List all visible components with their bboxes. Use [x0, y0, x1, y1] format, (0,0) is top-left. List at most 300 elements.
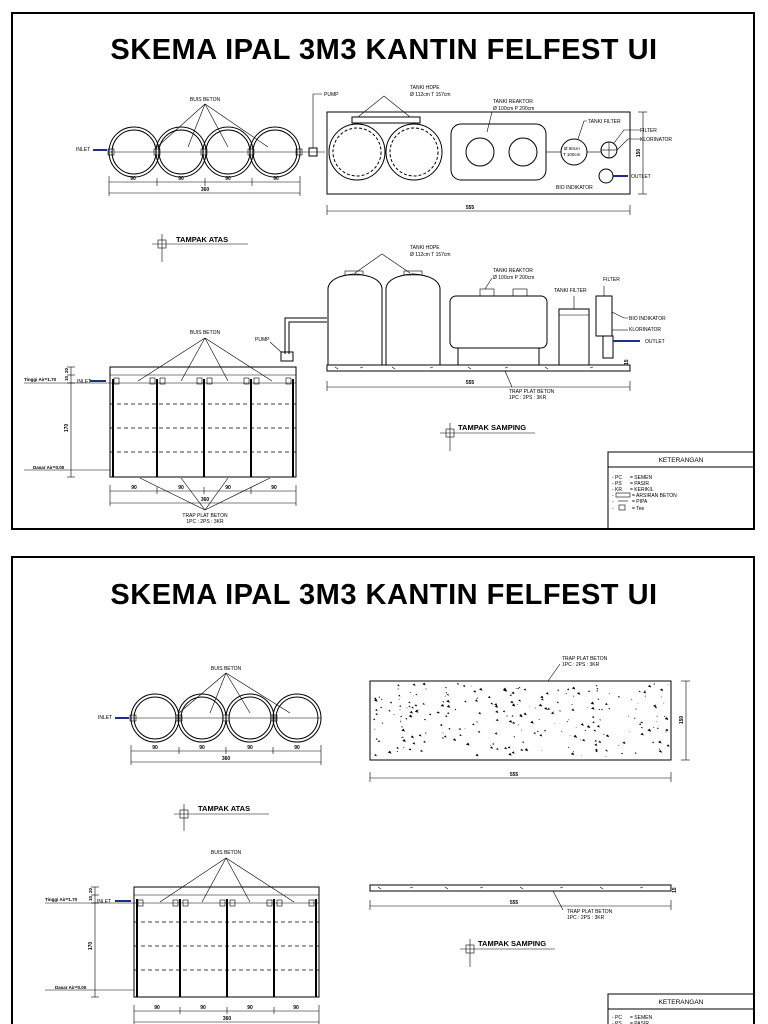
concrete-speckle [442, 732, 443, 733]
sheet-1-side-dim-4: 90 [271, 485, 277, 491]
concrete-speckle [506, 715, 508, 716]
legend-row-code: - [612, 493, 614, 499]
concrete-speckle [652, 742, 654, 744]
concrete-speckle [457, 683, 459, 685]
concrete-speckle [373, 718, 375, 720]
concrete-speckle [577, 692, 580, 695]
concrete-speckle [518, 699, 521, 701]
sheet-1-side-reactor [450, 296, 547, 348]
concrete-speckle [663, 703, 664, 704]
sheet-1-side-hdpe-1 [328, 274, 382, 365]
concrete-speckle [406, 707, 407, 708]
concrete-speckle [581, 723, 584, 726]
sheet-1-side-tanki-filter-label: TANKI FILTER [554, 288, 587, 294]
sheet-2-side-dasar-air: Dasar Air=0.00 [55, 985, 87, 990]
sheet-1-side-buis-leaders [138, 338, 272, 381]
concrete-speckle [541, 698, 544, 700]
sheet-1-top-buis-rings [108, 127, 325, 177]
concrete-speckle [537, 731, 539, 733]
concrete-speckle [409, 692, 410, 693]
concrete-speckle [618, 745, 619, 746]
concrete-speckle [423, 741, 426, 743]
concrete-speckle [621, 753, 623, 755]
sheet-2-top-length: 555 [509, 772, 519, 778]
sheet-1-side-buis-trap-mix: 1PC : 2PS : 3KR [186, 519, 224, 525]
concrete-speckle [594, 743, 597, 746]
concrete-speckle [490, 745, 491, 746]
sheet-1-top-reactor-dim: Ø 100cm P 200cm [493, 106, 535, 112]
concrete-speckle [601, 709, 603, 711]
concrete-speckle [538, 719, 539, 720]
concrete-speckle [517, 704, 518, 705]
concrete-speckle [641, 727, 643, 729]
concrete-speckle [533, 732, 536, 734]
concrete-speckle [388, 710, 390, 712]
concrete-speckle [399, 709, 400, 710]
concrete-speckle [561, 731, 563, 732]
sheet-1-top-reactor-label: TANKI REAKTOR [493, 99, 533, 105]
concrete-speckle [403, 747, 405, 748]
concrete-speckle [390, 702, 392, 704]
concrete-speckle [653, 704, 657, 707]
concrete-speckle [381, 699, 383, 700]
concrete-speckle [594, 740, 596, 742]
concrete-speckle [546, 692, 549, 694]
sheet-1-top-hdpe-1 [329, 124, 385, 180]
sheet-1-top-outlet-label: OUTLET [631, 174, 651, 180]
concrete-speckle [471, 685, 472, 686]
sheet-2-top-buis-label: BUIS BETON [210, 666, 242, 672]
concrete-speckle [490, 702, 493, 704]
concrete-speckle [665, 729, 668, 732]
sheet-2-side-trap-label: TRAP PLAT BETON [567, 909, 613, 915]
sheet-1-side-hdpe-label: TANKI HDPE [410, 245, 440, 251]
sheet-1-top-hdpe-clamp [352, 117, 420, 123]
concrete-speckle [631, 699, 632, 700]
sheet-1-side-h-top2: 10 [64, 375, 69, 381]
concrete-speckle [397, 684, 400, 686]
concrete-speckle [476, 721, 478, 722]
concrete-speckle [540, 696, 543, 699]
concrete-speckle [412, 742, 415, 744]
concrete-speckle [397, 688, 398, 689]
sheet-1-top-hdpe-dim: Ø 112cm T 157cm [410, 92, 451, 98]
concrete-speckle [496, 719, 499, 721]
sheet-1-top-inlet-label: INLET [76, 147, 91, 153]
concrete-speckle [656, 716, 657, 717]
sheet-1-side-tinggi-air: Tinggi Air=1.70 [24, 377, 57, 382]
concrete-speckle [445, 692, 447, 694]
concrete-speckle [576, 727, 577, 728]
concrete-speckle [568, 747, 570, 748]
sheet-2-top-dim-4: 90 [294, 745, 300, 751]
concrete-speckle [440, 724, 443, 726]
concrete-speckle [648, 685, 651, 688]
sheet-1-top-dim-2: 90 [178, 176, 184, 182]
concrete-speckle [608, 708, 610, 710]
concrete-speckle [582, 739, 585, 742]
legend-row-code: - [612, 499, 614, 505]
sheet-1-top-dim-555 [327, 112, 647, 215]
sheet-1-side-dim-2: 90 [178, 485, 184, 491]
sheet-1-side-h-main: 170 [64, 423, 70, 433]
concrete-speckle [396, 751, 398, 752]
concrete-speckle [495, 710, 498, 713]
concrete-speckle [534, 707, 535, 708]
concrete-speckle [464, 700, 466, 702]
sheet-2-side-slab [370, 885, 671, 891]
concrete-speckle [637, 703, 638, 704]
concrete-speckle [503, 710, 506, 712]
sheet-1-side-dim-3: 90 [225, 485, 231, 491]
concrete-speckle [544, 730, 546, 732]
sheet-1-legend-title: KETERANGAN [658, 457, 704, 464]
sheet-2-top-dim-3: 90 [247, 745, 253, 751]
concrete-speckle [628, 716, 629, 717]
concrete-speckle [408, 748, 411, 750]
concrete-speckle [517, 688, 519, 690]
concrete-speckle [585, 730, 587, 731]
concrete-speckle [605, 750, 608, 752]
concrete-speckle [444, 735, 447, 737]
concrete-speckle [661, 696, 662, 697]
sheet-1-top-dim [109, 176, 300, 196]
sheet-2-side-buis-label: BUIS BETON [210, 850, 242, 856]
sheet-1 [12, 13, 754, 529]
sheet-2-top-trap-mix: 1PC : 2PS : 3KR [562, 662, 600, 668]
concrete-speckle [425, 732, 427, 733]
concrete-speckle [566, 693, 568, 694]
sheet-2-side-h-top2: 10 [88, 895, 93, 901]
concrete-speckle [653, 683, 655, 685]
sheet-1-side-height-dims [67, 367, 75, 477]
concrete-speckle [402, 739, 406, 742]
concrete-speckle [554, 723, 555, 724]
sheet-1-side-hdpe-2 [386, 274, 440, 365]
concrete-speckle [422, 703, 424, 705]
concrete-speckle [659, 748, 661, 749]
concrete-speckle [518, 724, 519, 725]
sheet-1-side-h-top: 20 [64, 367, 69, 373]
concrete-speckle [409, 715, 413, 718]
sheet-1-top-dim-1: 90 [130, 176, 136, 182]
concrete-speckle [665, 717, 669, 720]
concrete-speckle [640, 733, 643, 736]
concrete-speckle [592, 716, 595, 718]
concrete-speckle [571, 709, 574, 712]
sheet-2-top-view-label: TAMPAK ATAS [198, 804, 251, 813]
concrete-speckle [629, 731, 630, 732]
sheet-1-side-dim-total: 360 [200, 497, 210, 503]
concrete-speckle [643, 691, 646, 693]
concrete-speckle [447, 712, 449, 714]
concrete-speckle [495, 732, 498, 734]
concrete-speckle [411, 707, 413, 709]
concrete-speckle [408, 701, 410, 703]
sheet-2-title: SKEMA IPAL 3M3 KANTIN FELFEST UI [110, 579, 658, 611]
sheet-2-side-dim-total: 360 [222, 1016, 232, 1022]
concrete-speckle [375, 738, 377, 740]
concrete-speckle [605, 703, 608, 705]
concrete-speckle [475, 699, 478, 701]
concrete-speckle [606, 734, 609, 737]
concrete-speckle [603, 734, 605, 735]
legend-hatch-symbol [616, 493, 630, 497]
sheet-1-side-hdpe-dim: Ø 112cm T 157cm [410, 252, 451, 258]
legend-row-code: - PC [612, 1015, 622, 1021]
sheet-1-side-filter-label: FILTER [603, 277, 620, 283]
sheet-1-side-buis-label: BUIS BETON [189, 330, 221, 336]
concrete-speckle [547, 708, 550, 710]
sheet-1-top-buis-leaders [157, 104, 268, 147]
concrete-speckle [529, 706, 530, 707]
concrete-speckle [475, 754, 478, 757]
sheet-2-top-inlet-label: INLET [98, 715, 113, 721]
concrete-speckle [591, 707, 595, 710]
sheet-2-side-view-label: TAMPAK SAMPING [478, 939, 547, 948]
concrete-speckle [653, 727, 654, 728]
sheet-1-side-view-label: TAMPAK SAMPING [458, 423, 527, 432]
concrete-speckle [393, 714, 394, 715]
sheet-1-side-reactor-dim: Ø 100cm P 200cm [493, 275, 535, 281]
concrete-speckle [492, 743, 494, 745]
concrete-speckle [598, 741, 601, 743]
legend-row-desc: = PASIR [630, 481, 649, 487]
concrete-speckle [398, 699, 399, 700]
concrete-speckle [659, 750, 662, 753]
legend-row-code: - PS [612, 1021, 622, 1024]
concrete-speckle [380, 707, 382, 709]
concrete-speckle [635, 752, 637, 754]
concrete-speckle [442, 701, 444, 703]
concrete-speckle [442, 737, 444, 738]
concrete-speckle [415, 694, 417, 696]
sheet-1-top-dim-4: 90 [273, 176, 279, 182]
concrete-speckle [510, 701, 513, 704]
concrete-speckle [511, 692, 514, 695]
sheet-2-top-slab-dims [370, 681, 690, 782]
sheet-2-side-dim-4: 90 [293, 1005, 299, 1011]
concrete-speckle [510, 694, 512, 696]
concrete-speckle [466, 743, 470, 746]
sheet-2-side-length: 555 [509, 900, 519, 906]
sheet-1-side-pump-pipe [285, 318, 327, 354]
sheet-2-top-slab-hatch [373, 683, 670, 757]
concrete-speckle [374, 699, 378, 702]
concrete-speckle [472, 723, 475, 725]
sheet-1-top-hdpe-2 [386, 124, 442, 180]
concrete-speckle [388, 751, 392, 754]
sheet-1-top-view-label: TAMPAK ATAS [176, 235, 229, 244]
sheet-1-top-filter-label: FILTER [640, 128, 657, 134]
concrete-speckle [639, 723, 641, 725]
concrete-speckle [447, 705, 451, 708]
legend-tee-symbol [619, 505, 625, 510]
sheet-1-side-outlet-label: OUTLET [645, 339, 665, 345]
legend-row-code: - PS [612, 481, 622, 487]
concrete-speckle [413, 696, 414, 697]
concrete-speckle [559, 710, 561, 711]
concrete-speckle [490, 746, 493, 748]
concrete-speckle [400, 720, 401, 721]
concrete-speckle [488, 696, 491, 698]
concrete-speckle [453, 738, 456, 741]
sheet-1-side-pump [281, 352, 293, 361]
concrete-speckle [513, 736, 515, 737]
concrete-speckle [445, 687, 447, 689]
sheet-2-side-trap-mix: 1PC : 2PS : 3KR [567, 915, 605, 921]
sheet-1-top-bio-indikator [599, 169, 613, 183]
sheet-2-side-buis-leaders [160, 858, 294, 902]
legend-row-code: - PC [612, 475, 622, 481]
sheet-2-frame [12, 557, 754, 1024]
concrete-speckle [609, 693, 610, 694]
concrete-speckle [519, 687, 521, 688]
concrete-speckle [544, 707, 547, 710]
sheet-2-top-dim-total: 360 [221, 756, 231, 762]
sheet-1-side-h-right: 15 [624, 359, 630, 365]
concrete-speckle [494, 703, 497, 706]
concrete-speckle [664, 716, 666, 717]
concrete-speckle [523, 713, 526, 716]
sheet-2-side-h-right: 15 [672, 887, 678, 893]
concrete-speckle [645, 695, 646, 696]
concrete-speckle [458, 728, 461, 730]
sheet-2-top-trap-label: TRAP PLAT BETON [562, 656, 608, 662]
concrete-speckle [375, 713, 378, 715]
concrete-speckle [660, 688, 663, 691]
concrete-speckle [596, 690, 598, 692]
sheet-1-side-slab-hatch [335, 367, 593, 369]
legend-row-desc: = PIPA [632, 499, 648, 505]
legend-row-code: - [612, 506, 614, 512]
legend-row-desc: = SEMEN [630, 475, 653, 481]
concrete-speckle [588, 690, 590, 692]
concrete-speckle [567, 721, 568, 722]
sheet-1-side-dim-1: 90 [131, 485, 137, 491]
concrete-speckle [420, 750, 423, 752]
sheet-2-side-inlet-label: INLET [97, 899, 112, 905]
sheet-2-top-buis-rings [130, 694, 321, 742]
concrete-speckle [422, 683, 425, 686]
sheet-2-side-dim-1: 90 [154, 1005, 160, 1011]
sheet-2-side-h-top: 20 [88, 887, 93, 893]
sheet-1-side-bio-label: BIO INDIKATOR [629, 316, 666, 322]
sheet-1-side-trap-label: TRAP PLAT BETON [509, 389, 555, 395]
concrete-speckle [635, 708, 637, 709]
concrete-speckle [573, 751, 574, 752]
concrete-speckle [419, 734, 422, 736]
concrete-speckle [658, 740, 662, 743]
concrete-speckle [557, 701, 559, 703]
sheet-2-side-buis-walls [137, 899, 316, 997]
sheet-1-top-filter-dim-1: Ø 60cm [564, 146, 580, 151]
concrete-speckle [473, 690, 476, 692]
sheet-1-side-bottom-dims [110, 478, 296, 510]
sheet-2-side-tinggi-air: Tinggi Air=1.70 [45, 897, 78, 902]
concrete-speckle [515, 688, 516, 689]
concrete-speckle [524, 748, 528, 751]
concrete-speckle [447, 694, 449, 696]
concrete-speckle [479, 688, 482, 691]
concrete-speckle [666, 744, 669, 747]
sheet-2-top-buis-leaders [179, 673, 290, 713]
concrete-speckle [424, 719, 426, 721]
concrete-speckle [539, 734, 542, 736]
legend-row-desc: = PASIR [630, 1021, 649, 1024]
concrete-speckle [446, 700, 450, 703]
concrete-speckle [668, 685, 669, 686]
sheet-1-top-hdpe-label: TANKI HDPE [410, 85, 440, 91]
concrete-speckle [605, 756, 606, 757]
concrete-speckle [647, 729, 651, 732]
concrete-speckle [522, 741, 524, 743]
concrete-speckle [596, 688, 598, 690]
sheet-1-side-dasar-air: Dasar Air=0.00 [33, 465, 65, 470]
concrete-speckle [459, 734, 462, 736]
concrete-speckle [512, 703, 516, 706]
concrete-speckle [464, 728, 465, 729]
concrete-speckle [634, 718, 636, 719]
sheet-1-side-buis-trap: TRAP PLAT BETON [182, 513, 228, 519]
concrete-speckle [573, 696, 575, 697]
legend-row-code: - KR [612, 487, 622, 493]
sheet-1-side-filter-tank [559, 309, 589, 365]
concrete-speckle [657, 728, 659, 730]
concrete-speckle [521, 729, 522, 730]
sheet-2-side-dim-3: 90 [247, 1005, 253, 1011]
sheet-2-top-width: 150 [679, 715, 685, 725]
concrete-speckle [598, 709, 600, 710]
concrete-speckle [590, 702, 594, 705]
concrete-speckle [587, 707, 588, 708]
sheet-2-side-h-main: 170 [88, 941, 94, 951]
sheet-1-side-pump-label: PUMP [255, 337, 270, 343]
concrete-speckle [665, 731, 666, 732]
sheet-2 [12, 557, 754, 1024]
concrete-speckle [400, 716, 402, 718]
concrete-speckle [574, 735, 578, 738]
sheet-2-top-dim-1: 90 [152, 745, 158, 751]
sheet-1-top-pump-label: PUMP [324, 92, 339, 98]
concrete-speckle [476, 697, 478, 699]
concrete-speckle [567, 688, 569, 690]
sheet-1-top-bio-label: BIO INDIKATOR [556, 185, 593, 191]
concrete-speckle [557, 689, 559, 691]
concrete-speckle [478, 712, 481, 714]
concrete-speckle [375, 709, 378, 711]
concrete-speckle [622, 741, 625, 744]
concrete-speckle [512, 722, 515, 724]
sheet-1-title: SKEMA IPAL 3M3 KANTIN FELFEST UI [110, 34, 658, 66]
legend-row-desc: = Tee [632, 506, 645, 512]
concrete-speckle [374, 729, 375, 730]
sheet-1-top-reactor [451, 124, 546, 180]
concrete-speckle [541, 750, 542, 751]
sheet-1-side-reactor-label: TANKI REAKTOR [493, 268, 533, 274]
concrete-speckle [511, 715, 513, 717]
concrete-speckle [398, 695, 400, 697]
concrete-speckle [592, 721, 594, 723]
sheet-1-top-pump-leader [313, 94, 322, 148]
sheet-2-side-dim-2: 90 [200, 1005, 206, 1011]
sheet-1-side-inlet-label: INLET [77, 379, 92, 385]
concrete-speckle [597, 698, 599, 700]
concrete-speckle [580, 739, 581, 740]
concrete-speckle [496, 748, 499, 750]
concrete-speckle [571, 704, 572, 705]
concrete-speckle [599, 719, 601, 720]
